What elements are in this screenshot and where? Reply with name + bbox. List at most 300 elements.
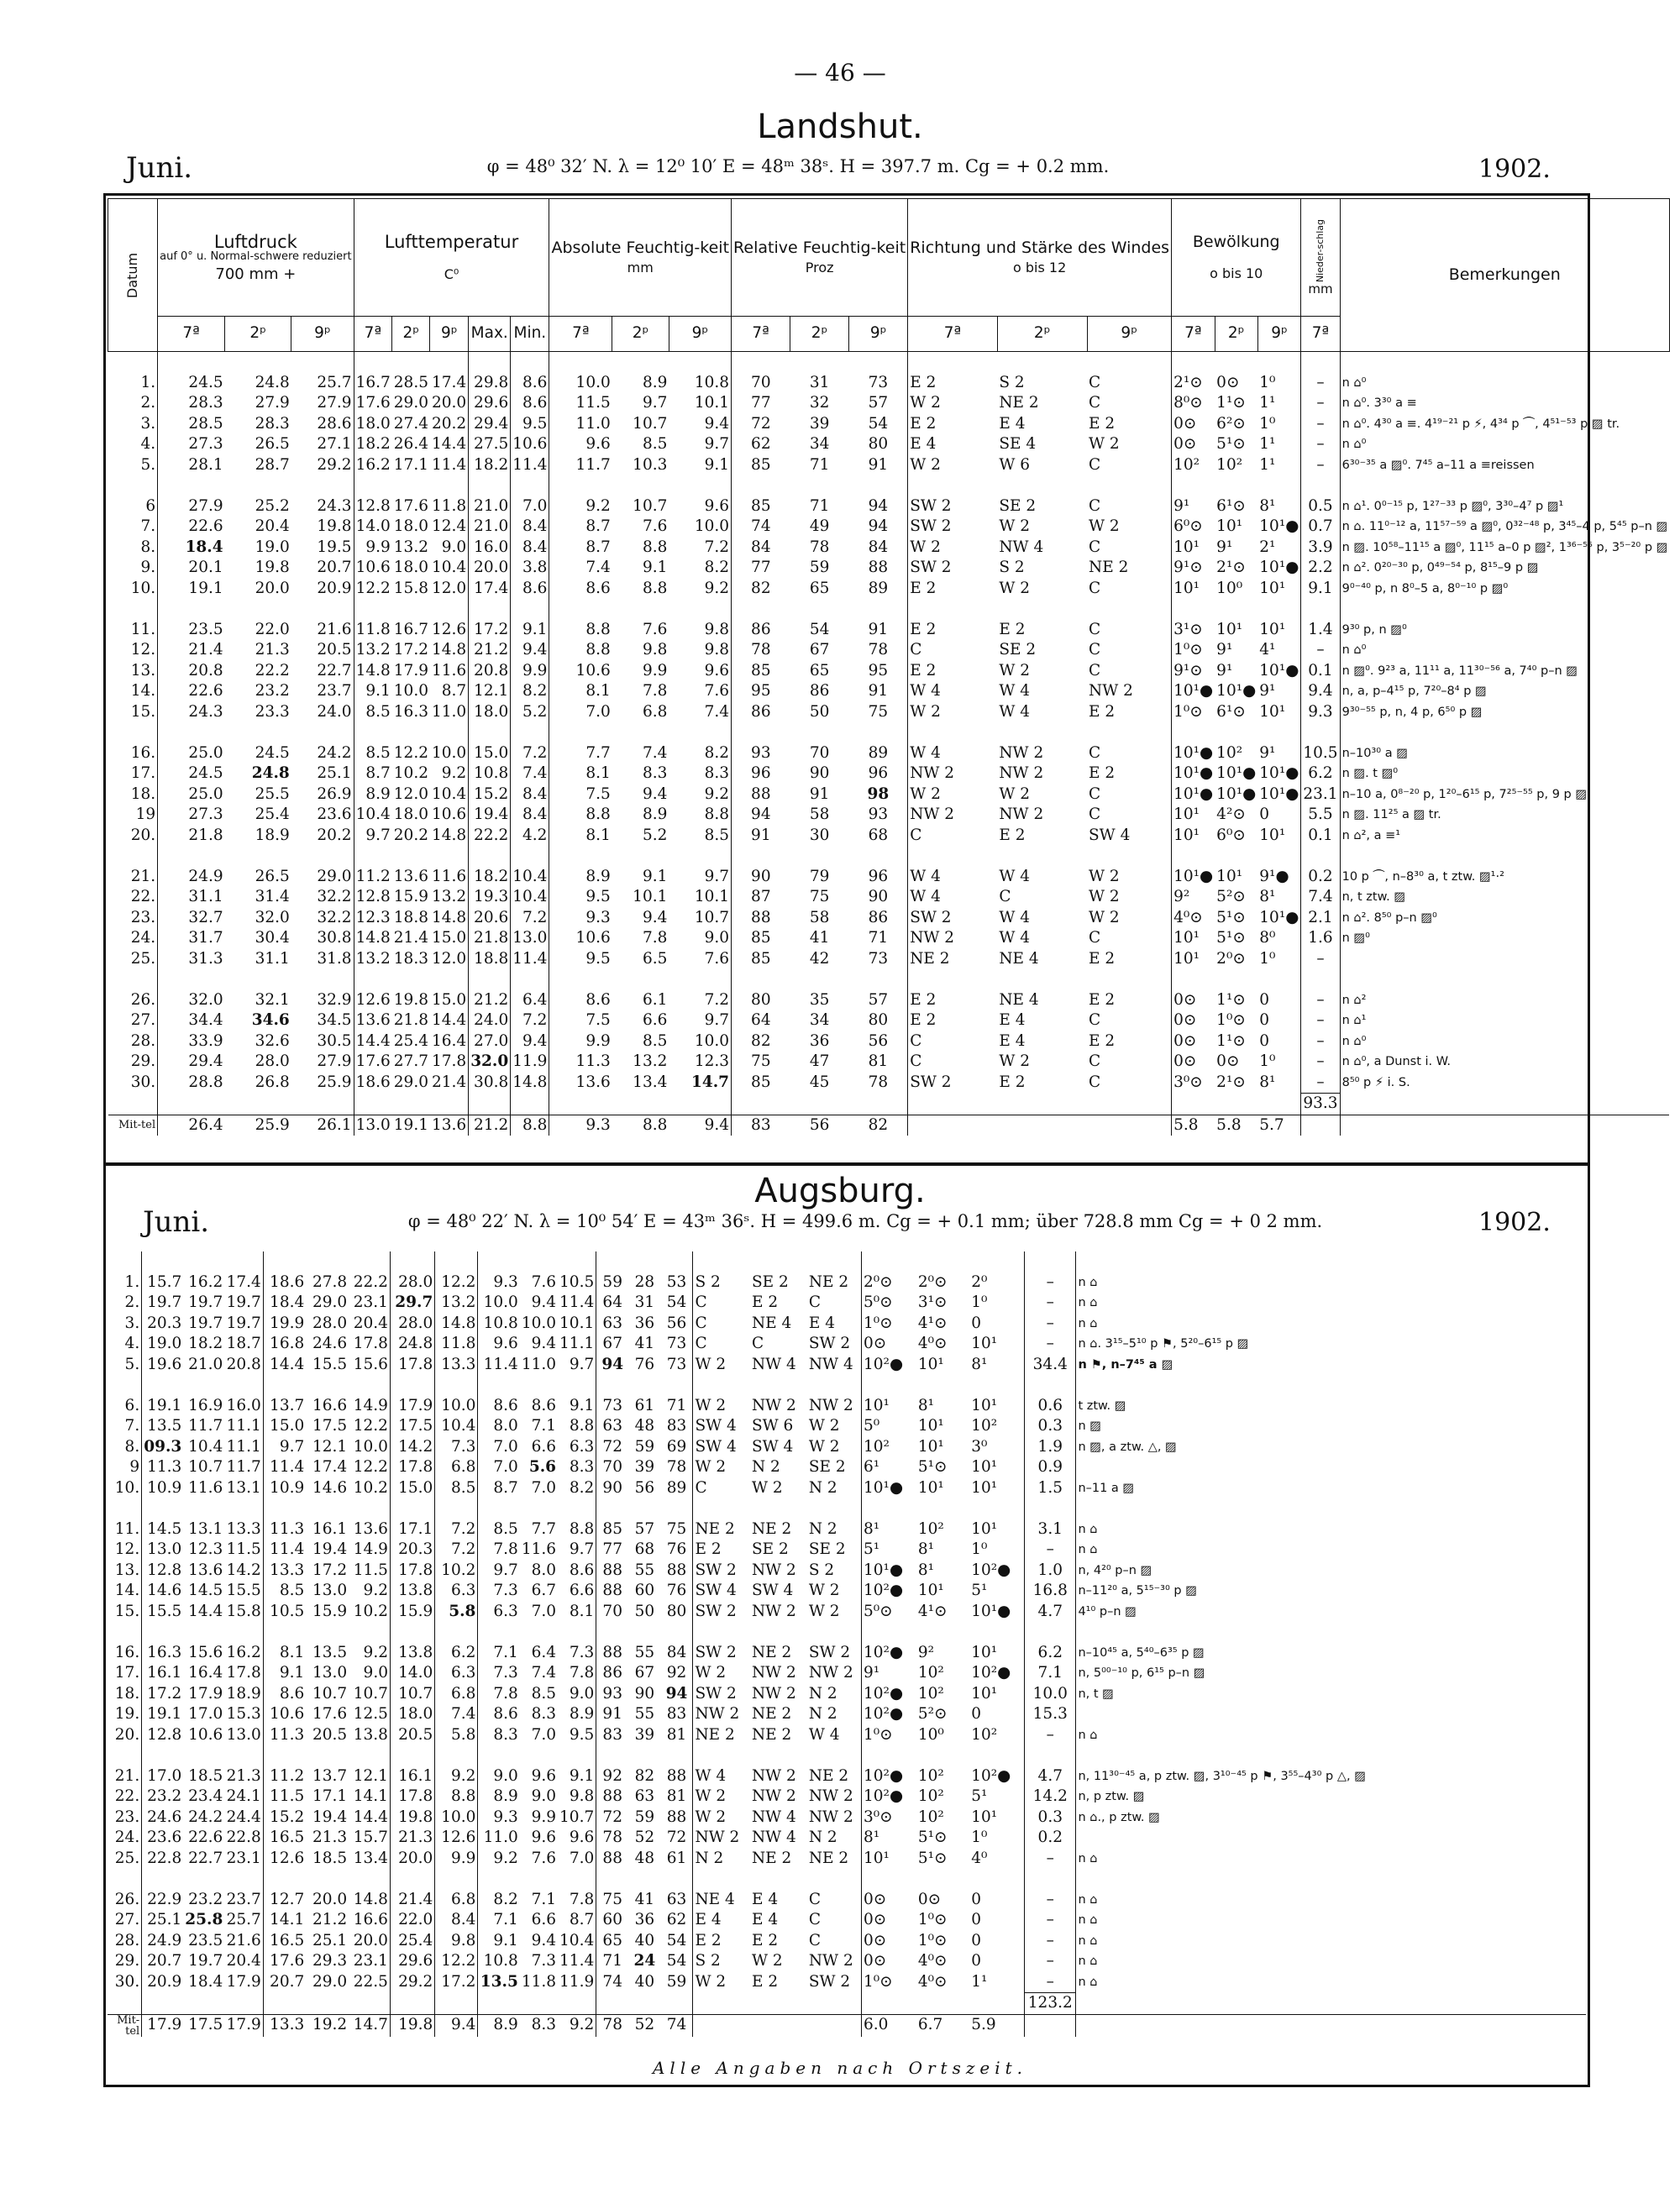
row-date: 5. bbox=[108, 1355, 142, 1376]
row-date: 28. bbox=[108, 1931, 142, 1952]
data-cell: 9.4 bbox=[1301, 681, 1340, 702]
table-row bbox=[108, 1416, 1586, 1437]
spacer-cell bbox=[790, 599, 849, 620]
data-cell: 15.6 bbox=[188, 1643, 223, 1661]
data-cell: NE 2 bbox=[751, 1705, 792, 1723]
data-cell: 18.2 bbox=[188, 1335, 223, 1352]
data-cell: 78 bbox=[751, 641, 771, 658]
row-date: 2. bbox=[108, 1293, 142, 1314]
spacer-cell bbox=[612, 352, 669, 373]
data-cell: W 2 bbox=[695, 1458, 727, 1476]
spacer-cell bbox=[750, 1251, 807, 1272]
data-cell: 4¹⊙ bbox=[917, 1314, 948, 1332]
data-cell: 5¹⊙ bbox=[1216, 929, 1246, 947]
spacer-cell bbox=[1076, 2014, 1586, 2037]
data-cell: 6.2 bbox=[1301, 763, 1340, 784]
data-cell: 8¹ bbox=[917, 1561, 935, 1579]
data-cell: N 2 bbox=[807, 1684, 862, 1705]
data-cell: 90 bbox=[602, 1478, 622, 1497]
data-cell: C bbox=[1087, 455, 1172, 476]
data-cell: C bbox=[1087, 579, 1172, 600]
mean-cell bbox=[807, 2014, 862, 2037]
data-cell: 25.1 bbox=[147, 1911, 182, 1928]
data-cell: 7.0 bbox=[585, 702, 611, 721]
data-cell: 86 bbox=[751, 620, 771, 638]
data-cell: 24.8 bbox=[251, 764, 290, 782]
data-cell: 23.2 bbox=[255, 682, 290, 700]
data-cell: 11.5 bbox=[349, 1561, 390, 1582]
data-cell: W 2 bbox=[751, 1478, 783, 1497]
data-cell: NE 4 bbox=[999, 990, 1039, 1009]
data-cell: 7.3 bbox=[435, 1437, 478, 1458]
data-cell: 10¹● bbox=[1173, 743, 1214, 762]
data-cell: 26.5 bbox=[255, 867, 290, 885]
data-cell: 82 bbox=[751, 1031, 771, 1050]
spacer-cell bbox=[392, 352, 430, 373]
data-cell: 10.1 bbox=[669, 887, 731, 908]
remark-cell: n, 5⁰⁰⁻¹⁰ p, 6¹⁵ p–n ▨ bbox=[1078, 1666, 1205, 1680]
table-row bbox=[108, 949, 1670, 970]
data-cell: 10.7 bbox=[669, 908, 731, 929]
data-cell: NE 2 bbox=[807, 1766, 862, 1787]
spacer-cell bbox=[1087, 352, 1172, 373]
data-cell: 4¹⊙ bbox=[917, 1602, 948, 1620]
data-cell: 9.9 bbox=[365, 538, 391, 556]
data-cell: 36 bbox=[634, 1911, 655, 1928]
data-cell: 12.4 bbox=[430, 517, 469, 538]
data-cell: 10.8 bbox=[669, 373, 731, 394]
data-cell: 21.0 bbox=[188, 1355, 223, 1373]
data-cell: SW 4 bbox=[695, 1582, 737, 1599]
data-cell: 10¹ bbox=[969, 1808, 1024, 1829]
data-cell: E 2 bbox=[751, 1293, 779, 1311]
spacer-cell bbox=[263, 1251, 306, 1272]
data-cell: 18.0 bbox=[393, 559, 428, 576]
row-date: 25. bbox=[108, 1849, 142, 1870]
data-cell: 61 bbox=[661, 1849, 693, 1870]
spacer-cell bbox=[1301, 969, 1340, 990]
spacer-cell bbox=[306, 1869, 349, 1890]
data-cell: 10² bbox=[917, 1766, 944, 1785]
remark-cell bbox=[1076, 1704, 1586, 1725]
data-cell: 10.5 bbox=[270, 1602, 305, 1620]
data-cell: 12.1 bbox=[469, 681, 511, 702]
data-cell: 13.2 bbox=[355, 949, 391, 968]
data-cell: 84 bbox=[751, 538, 771, 556]
data-cell: 10.0 bbox=[435, 1808, 478, 1829]
data-cell: 65 bbox=[809, 579, 830, 597]
remark-cell: n ▨. 10⁵⁸–11¹⁵ a ▨⁰, 11¹⁵ a–0 p ▨², 1³⁶⁻⁵⁵ p, 3⁵⁻²⁰ p ▨ bbox=[1341, 540, 1668, 554]
data-cell: W 2 bbox=[807, 1581, 862, 1602]
data-cell: 14.2 bbox=[1025, 1787, 1076, 1808]
data-cell: 78 bbox=[809, 538, 830, 556]
spacer-cell bbox=[807, 1251, 862, 1272]
mean-cell: 52 bbox=[628, 2014, 660, 2037]
spacer-row bbox=[108, 1498, 1586, 1519]
data-cell: 52 bbox=[634, 1829, 655, 1846]
data-cell: 85 bbox=[602, 1519, 622, 1538]
spacer-cell bbox=[628, 1993, 660, 2015]
data-cell: E 4 bbox=[751, 1890, 779, 1908]
row-date: 15. bbox=[108, 702, 158, 723]
data-cell: 20.2 bbox=[291, 826, 354, 847]
data-cell: 16.1 bbox=[312, 1519, 348, 1538]
spacer-cell bbox=[469, 846, 511, 867]
spacer-cell bbox=[1025, 1745, 1076, 1766]
data-cell: 31 bbox=[809, 373, 830, 391]
data-cell: 78 bbox=[849, 1073, 908, 1094]
spacer-cell bbox=[997, 722, 1087, 743]
spacer-row bbox=[108, 846, 1670, 867]
row-date: 20. bbox=[108, 1725, 142, 1746]
data-cell: 64 bbox=[751, 1011, 771, 1029]
data-cell: 20.0 bbox=[349, 1931, 390, 1952]
data-cell: 19.8 bbox=[291, 517, 354, 538]
data-cell: 7.1 bbox=[493, 1911, 518, 1928]
data-cell: 18.2 bbox=[355, 435, 391, 453]
spacer-cell bbox=[849, 475, 908, 496]
spacer-cell bbox=[1025, 1869, 1076, 1890]
remark-cell: n ▨⁰ bbox=[1341, 931, 1370, 945]
data-cell: 9¹ bbox=[1216, 641, 1233, 658]
data-cell: 10²● bbox=[969, 1766, 1024, 1787]
data-cell: 25.1 bbox=[291, 763, 354, 784]
data-cell: E 2 bbox=[695, 1540, 722, 1558]
spacer-cell bbox=[478, 1622, 520, 1643]
spacer-cell bbox=[861, 1375, 916, 1396]
data-cell: 41 bbox=[634, 1335, 655, 1352]
header-bemerkungen: Bemerkungen bbox=[1340, 199, 1669, 352]
spacer-cell bbox=[225, 475, 291, 496]
data-cell: 16.3 bbox=[147, 1643, 182, 1661]
spacer-cell bbox=[669, 599, 731, 620]
data-cell: 16.0 bbox=[224, 1396, 263, 1417]
data-cell: NE 2 bbox=[751, 1519, 792, 1538]
data-cell: S 2 bbox=[999, 373, 1025, 391]
spacer-cell bbox=[183, 1993, 224, 2015]
spacer-cell bbox=[349, 1622, 390, 1643]
row-date: 24. bbox=[108, 1828, 142, 1849]
mean-cell: 25.9 bbox=[225, 1115, 291, 1136]
data-cell: 78 bbox=[602, 1829, 622, 1846]
spacer-cell bbox=[549, 599, 612, 620]
spacer-cell bbox=[225, 599, 291, 620]
data-cell: 71 bbox=[661, 1396, 693, 1417]
data-cell: C bbox=[807, 1293, 862, 1314]
spacer-cell bbox=[469, 722, 511, 743]
data-cell: 10²● bbox=[969, 1561, 1024, 1582]
data-cell: 5.8 bbox=[435, 1602, 478, 1623]
data-cell: 17.5 bbox=[312, 1417, 348, 1435]
data-cell: 32.2 bbox=[291, 908, 354, 929]
spacer-cell bbox=[306, 1745, 349, 1766]
data-cell: W 2 bbox=[1087, 887, 1172, 908]
data-cell: 4⁰⊙ bbox=[917, 1972, 948, 1991]
data-cell: W 4 bbox=[910, 743, 941, 762]
data-cell: 7.8 bbox=[642, 682, 668, 700]
remark-cell bbox=[1076, 1457, 1586, 1478]
data-cell: 63 bbox=[634, 1787, 655, 1805]
data-cell: 8.5 bbox=[531, 1684, 557, 1703]
data-cell: 15.3 bbox=[224, 1704, 263, 1725]
data-cell: 8.3 bbox=[493, 1725, 518, 1744]
data-cell: 41 bbox=[634, 1890, 655, 1908]
data-cell: 1⁰ bbox=[1257, 949, 1301, 970]
data-cell: 8.7 bbox=[493, 1478, 518, 1497]
data-cell: 22.8 bbox=[224, 1828, 263, 1849]
data-cell: 8¹ bbox=[917, 1540, 935, 1558]
mean-label: Mit-tel bbox=[108, 2014, 142, 2037]
mean-cell: 13.3 bbox=[263, 2014, 306, 2037]
data-cell: 11.4 bbox=[558, 1293, 596, 1314]
row-date: 26. bbox=[108, 990, 158, 1011]
data-cell: 21.3 bbox=[255, 641, 290, 658]
data-cell: 76 bbox=[661, 1540, 693, 1561]
data-cell: 11.8 bbox=[355, 620, 391, 638]
data-cell: 14.8 bbox=[355, 661, 391, 679]
data-cell: SW 4 bbox=[695, 1437, 737, 1456]
header-bewoelkung: Bewölkung o bis 10 bbox=[1172, 199, 1301, 317]
spacer-cell bbox=[693, 1745, 750, 1766]
mean-cell: 6.0 bbox=[861, 2014, 916, 2037]
data-cell: 15.7 bbox=[349, 1828, 390, 1849]
remark-cell: n ⌂ bbox=[1078, 1728, 1098, 1742]
spacer-cell bbox=[225, 969, 291, 990]
mean-cell: 19.2 bbox=[306, 2014, 349, 2037]
data-cell: 22.2 bbox=[255, 661, 290, 679]
spacer-cell bbox=[158, 969, 225, 990]
data-cell: 7.1 bbox=[531, 1890, 557, 1908]
table-header bbox=[108, 199, 1670, 352]
data-cell: SW 2 bbox=[910, 517, 952, 535]
station-title-augsburg: Augsburg. bbox=[754, 1172, 926, 1210]
data-cell: 10.4 bbox=[435, 1416, 478, 1437]
spacer-cell bbox=[908, 722, 998, 743]
sub-9p: 9ᵖ bbox=[1257, 317, 1301, 352]
data-cell: 19.7 bbox=[224, 1293, 263, 1314]
data-cell: 64 bbox=[602, 1293, 622, 1311]
data-cell: 32.7 bbox=[188, 908, 223, 926]
data-cell: 59 bbox=[661, 1972, 693, 1993]
data-cell: 74 bbox=[602, 1972, 622, 1991]
data-cell: 92 bbox=[661, 1663, 693, 1684]
data-cell: 28.1 bbox=[188, 455, 223, 474]
data-cell: 27.1 bbox=[291, 434, 354, 455]
data-cell: – bbox=[1301, 455, 1340, 476]
data-cell: 7.8 bbox=[642, 929, 668, 947]
data-cell: 1¹ bbox=[1257, 434, 1301, 455]
precip-sum: 123.2 bbox=[1025, 1993, 1076, 2015]
table-row bbox=[108, 455, 1670, 476]
station-coordinates: φ = 48⁰ 32′ N. λ = 12⁰ 10′ E = 48ᵐ 38ˢ. H = 397.7 m. Cg = + 0.2 mm. bbox=[486, 156, 1110, 176]
data-cell: 10¹ bbox=[1173, 805, 1200, 823]
mean-cell: 8.8 bbox=[511, 1115, 549, 1136]
data-cell: SE 4 bbox=[999, 435, 1037, 453]
spacer-cell bbox=[596, 1869, 628, 1890]
mean-cell: 78 bbox=[596, 2014, 628, 2037]
data-cell: 1⁰ bbox=[1257, 1052, 1301, 1073]
data-cell: 11.9 bbox=[558, 1972, 596, 1993]
spacer-cell bbox=[1215, 722, 1257, 743]
data-cell: 9¹ bbox=[1173, 496, 1190, 515]
data-cell: NW 2 bbox=[807, 1787, 862, 1808]
sub-9p: 9ᵖ bbox=[1087, 317, 1172, 352]
data-cell: E 4 bbox=[751, 1911, 779, 1928]
data-cell: NE 2 bbox=[999, 394, 1039, 412]
data-cell: 72 bbox=[602, 1808, 622, 1826]
data-cell: 18.3 bbox=[393, 949, 428, 968]
data-cell: E 2 bbox=[1087, 949, 1172, 970]
data-cell: 17.8 bbox=[390, 1457, 434, 1478]
data-cell: 12.1 bbox=[349, 1766, 390, 1787]
data-cell: 20.0 bbox=[469, 558, 511, 579]
data-cell: 25.4 bbox=[390, 1931, 434, 1952]
data-cell: 27.9 bbox=[255, 394, 290, 412]
data-cell: 8.7 bbox=[585, 517, 611, 535]
remark-cell: n ⌂ bbox=[1078, 1522, 1098, 1536]
data-cell: 7.2 bbox=[435, 1519, 478, 1540]
data-cell: 0⊙ bbox=[1173, 435, 1197, 453]
spacer-cell bbox=[612, 722, 669, 743]
data-cell: 1.4 bbox=[1301, 620, 1340, 641]
data-cell: 18.2 bbox=[469, 455, 511, 476]
data-cell: 85 bbox=[751, 455, 771, 474]
data-cell: 1⁰⊙ bbox=[863, 1972, 893, 1991]
data-cell: 27.3 bbox=[188, 435, 223, 453]
data-cell: 72 bbox=[751, 414, 771, 433]
data-cell: 5¹⊙ bbox=[1216, 908, 1246, 926]
spacer-cell bbox=[354, 846, 392, 867]
spacer-cell bbox=[306, 1251, 349, 1272]
sub-2p: 2ᵖ bbox=[392, 317, 430, 352]
spacer-cell bbox=[108, 599, 158, 620]
data-cell: 0.3 bbox=[1025, 1416, 1076, 1437]
data-cell: 8.8 bbox=[558, 1416, 596, 1437]
mean-cell: 17.9 bbox=[142, 2014, 184, 2037]
data-cell: SW 4 bbox=[695, 1417, 737, 1435]
data-cell: 8¹ bbox=[969, 1355, 1024, 1376]
data-cell: N 2 bbox=[807, 1519, 862, 1540]
mean-cell: 74 bbox=[661, 2014, 693, 2037]
spacer-cell bbox=[1257, 846, 1301, 867]
data-cell: – bbox=[1301, 1052, 1340, 1073]
data-cell: 12.5 bbox=[349, 1704, 390, 1725]
data-cell: 9.7 bbox=[365, 826, 391, 844]
sub-2p: 2ᵖ bbox=[225, 317, 291, 352]
data-cell: 11.4 bbox=[511, 949, 549, 970]
data-cell: 20.5 bbox=[390, 1725, 434, 1746]
data-cell: 5.2 bbox=[511, 702, 549, 723]
spacer-cell bbox=[349, 1498, 390, 1519]
data-cell: 10² bbox=[969, 1416, 1024, 1437]
sub-9p: 9ᵖ bbox=[669, 317, 731, 352]
data-cell: 0⊙ bbox=[1216, 373, 1240, 391]
data-cell: 25.9 bbox=[291, 1073, 354, 1094]
data-cell: NW 2 bbox=[999, 743, 1044, 762]
spacer-cell bbox=[969, 1498, 1024, 1519]
data-cell: 5¹⊙ bbox=[917, 1849, 948, 1867]
data-cell: 12.8 bbox=[355, 496, 391, 515]
row-date: 30. bbox=[108, 1972, 142, 1993]
data-cell: W 2 bbox=[1087, 434, 1172, 455]
data-cell: – bbox=[1025, 1910, 1076, 1931]
data-cell: 9.7 bbox=[669, 434, 731, 455]
data-cell: 9.4 bbox=[511, 1031, 549, 1052]
data-cell: 57 bbox=[634, 1519, 655, 1538]
data-cell: 12.2 bbox=[393, 743, 428, 762]
mean-cell: 13.0 bbox=[354, 1115, 392, 1136]
data-cell: 20.9 bbox=[147, 1972, 182, 1991]
spacer-cell bbox=[390, 1745, 434, 1766]
data-cell: 0⊙ bbox=[1173, 414, 1197, 433]
remark-cell: n ⌂² bbox=[1341, 993, 1367, 1007]
spacer-cell bbox=[969, 1993, 1024, 2015]
month-label: Juni. bbox=[143, 1205, 210, 1239]
table-row bbox=[108, 1272, 1586, 1293]
data-cell: 11.5 bbox=[575, 394, 611, 412]
data-cell: 10² bbox=[917, 1808, 944, 1826]
data-cell: 8.5 bbox=[365, 702, 391, 721]
data-cell: 8.9 bbox=[585, 867, 611, 885]
spacer-cell bbox=[349, 1745, 390, 1766]
data-cell: – bbox=[1025, 1890, 1076, 1911]
data-cell: 81 bbox=[661, 1725, 693, 1746]
data-cell: 8.1 bbox=[585, 764, 611, 782]
data-cell: 87 bbox=[751, 888, 771, 905]
spacer-cell bbox=[263, 1622, 306, 1643]
data-cell: 73 bbox=[849, 373, 908, 394]
data-cell: 10¹ bbox=[1216, 620, 1243, 638]
data-cell: 8.6 bbox=[558, 1561, 596, 1582]
data-cell: 26.4 bbox=[393, 435, 428, 453]
data-cell: 10.0 bbox=[1025, 1684, 1076, 1705]
data-cell: – bbox=[1301, 393, 1340, 414]
data-cell: 19.0 bbox=[147, 1335, 182, 1352]
spacer-cell bbox=[732, 722, 790, 743]
data-cell: W 2 bbox=[807, 1437, 862, 1458]
data-cell: 12.1 bbox=[312, 1437, 348, 1456]
data-cell: 9¹ bbox=[863, 1664, 880, 1682]
data-cell: 7.4 bbox=[1301, 887, 1340, 908]
data-cell: 3⁰⊙ bbox=[1173, 1073, 1203, 1091]
data-cell: W 2 bbox=[807, 1602, 862, 1623]
data-cell: 7.8 bbox=[493, 1540, 518, 1558]
data-cell: W 4 bbox=[695, 1766, 727, 1785]
data-cell: 71 bbox=[602, 1952, 622, 1970]
spacer-cell bbox=[849, 352, 908, 373]
data-cell: 9¹● bbox=[1257, 867, 1301, 888]
data-cell: 29.2 bbox=[291, 455, 354, 476]
data-cell: 10.5 bbox=[1301, 743, 1340, 764]
spacer-cell bbox=[291, 475, 354, 496]
spacer-row bbox=[108, 1622, 1586, 1643]
data-cell: 11.6 bbox=[430, 867, 469, 888]
spacer-cell bbox=[807, 1622, 862, 1643]
spacer-cell bbox=[511, 352, 549, 373]
spacer-cell bbox=[478, 1375, 520, 1396]
data-cell: 16.8 bbox=[1025, 1581, 1076, 1602]
data-cell: 96 bbox=[849, 763, 908, 784]
sub-9p: 9ᵖ bbox=[291, 317, 354, 352]
data-cell: 30.5 bbox=[291, 1031, 354, 1052]
data-cell: W 2 bbox=[751, 1952, 783, 1970]
data-cell: 35 bbox=[809, 990, 830, 1009]
data-cell: 8.3 bbox=[531, 1705, 557, 1723]
data-cell: 3.1 bbox=[1025, 1519, 1076, 1540]
data-cell: 9.6 bbox=[669, 661, 731, 682]
spacer-cell bbox=[861, 1993, 916, 2015]
data-cell: 24.5 bbox=[255, 743, 290, 762]
